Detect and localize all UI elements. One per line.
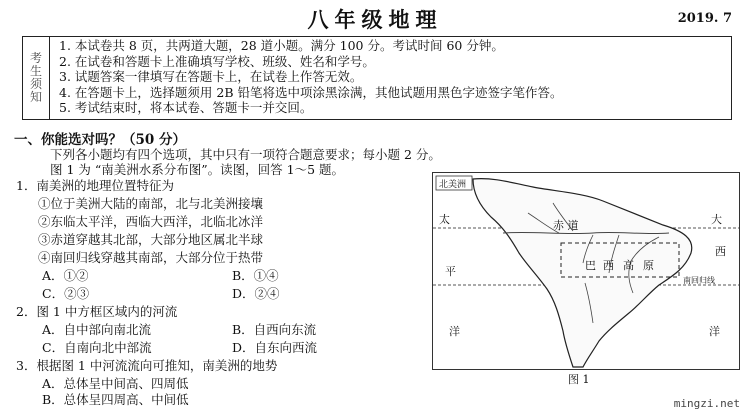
map-label-tropic: 南回归线 [683, 276, 715, 285]
notice-label-char: 生 [29, 64, 42, 78]
question-1-option-b: B．①④ [232, 268, 279, 283]
south-america-river-map [432, 172, 740, 370]
page-title: 八年级地理 [307, 7, 443, 32]
map-label-ba: 巴 [585, 259, 596, 272]
question-1-item: ④南回归线穿越其南部，大部分位于热带 [38, 250, 264, 265]
notice-line: 5. 考试结束时，将本试卷、答题卡一并交回。 [59, 100, 313, 116]
notice-lines [59, 38, 563, 116]
question-1-item: ②东临太平洋，西临大西洋，北临北冰洋 [38, 214, 264, 229]
map-label-yuan: 原 [643, 259, 654, 272]
notice-label [23, 37, 50, 119]
map-label-yang-west: 洋 [449, 325, 460, 338]
notice-line: 4. 在答题卡上，选择题须用 2B 铅笔将选中项涂黑涂满，其他试题用黑色字迹签字笔作答。 [59, 84, 563, 100]
watermark: mingzi.net [673, 397, 740, 410]
question-2-stem: 2．图 1 中方框区域内的河流 [16, 304, 178, 319]
section-intro: 下列各小题均有四个选项，其中只有一项符合题意要求；每小题 2 分。 [50, 147, 441, 162]
question-2-option-c: C．自南向北中部流 [42, 340, 152, 355]
question-1-option-c: C．②③ [42, 286, 90, 301]
question-3-stem: 3．根据图 1 中河流流向可推知，南美洲的地势 [16, 358, 278, 373]
question-3-option-b: B．总体呈四周高、中间低 [42, 392, 189, 407]
question-1-stem: 1．南美洲的地理位置特征为 [16, 178, 174, 193]
question-1-item: ①位于美洲大陆的南部，北与北美洲接壤 [38, 196, 264, 211]
map-label-xi: 西 [715, 245, 726, 258]
question-2-option-d: D．自东向西流 [232, 340, 318, 355]
map-label-xi2: 西 [603, 259, 614, 272]
map-label-da: 大 [711, 213, 722, 226]
figure-caption: 图 1 [568, 373, 590, 386]
notice-line: 3. 试题答案一律填写在答题卡上，在试卷上作答无效。 [59, 69, 363, 85]
notice-label-char: 考 [29, 51, 42, 65]
question-2-option-a: A．自中部向南北流 [42, 322, 152, 337]
notice-label-char: 知 [29, 90, 42, 104]
map-label-ping: 平 [445, 265, 456, 278]
question-1-item: ③赤道穿越其北部，大部分地区属北半球 [38, 232, 264, 247]
notice-line: 2. 在试卷和答题卡上准确填写学校、班级、姓名和学号。 [59, 53, 375, 69]
notice-box [22, 36, 732, 120]
question-1-option-d: D．②④ [232, 286, 280, 301]
map-label-gao: 高 [623, 259, 634, 272]
map-label-yang-east: 洋 [709, 325, 720, 338]
map-label-equator: 赤 道 [553, 219, 579, 232]
question-3-option-a: A．总体呈中间高、四周低 [42, 376, 189, 391]
map-inset-label: 北美洲 [439, 180, 467, 190]
notice-line: 1. 本试卷共 8 页，共两道大题，28 道小题。满分 100 分。考试时间 60 分钟。 [59, 38, 504, 53]
map-label-tai: 太 [439, 213, 450, 226]
notice-label-char: 须 [29, 77, 42, 91]
exam-date: 2019. 7 [677, 11, 732, 26]
section-heading: 一、你能选对吗？（50 分） [14, 132, 186, 148]
figure-intro: 图 1 为 “南美洲水系分布图”。读图，回答 1～5 题。 [50, 162, 345, 177]
question-1-option-a: A．①② [42, 268, 89, 283]
question-2-option-b: B．自西向东流 [232, 322, 317, 337]
